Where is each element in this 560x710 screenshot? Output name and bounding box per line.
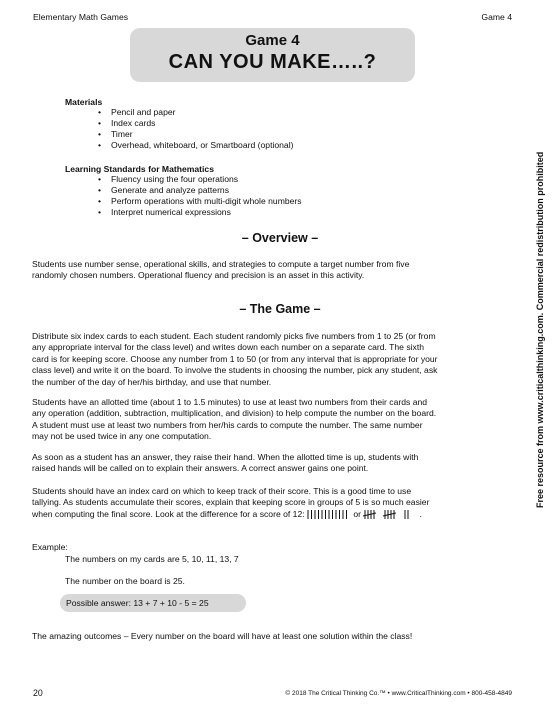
list-item: • Overhead, whiteboard, or Smartboard (optional)	[98, 140, 293, 151]
standards-list	[98, 174, 302, 218]
overview-heading: – Overview –	[241, 231, 319, 245]
copyright-side-note: Free resource from www.criticalthinking.com. Commercial redistribution prohibited	[535, 151, 545, 508]
overview-paragraph: Students use number sense, operational skills, and strategies to compute a target number from five randomly chosen numbers. Operational fluency and precision is an asset in this activity.	[32, 259, 410, 281]
tally-grouped-icon	[363, 510, 419, 519]
game-paragraph-1: Distribute six index cards to each student. Each student randomly picks five numbers from 1 to 25 (or from any appropriate interval for the class level) and writes down each number on a separate card. The sixth card is for keeping score. Choose any number from 1 to 50 (or from any interval that is appropriate for your class level) and write it on the board. To involve the students in choosing the number, pick any student, ask the number of the day of her/his birthday, and use that number.	[32, 331, 438, 387]
standards-heading: Learning Standards for Mathematics	[65, 164, 214, 174]
list-item: • Timer	[98, 129, 293, 140]
list-item: • Index cards	[98, 118, 293, 129]
game-paragraph-2: Students have an allotted time (about 1 to 1.5 minutes) to use at least two numbers from their cards and any operation (addition, subtraction, multiplication, and division) to help compute the number on the board. A student must use at least two numbers from her/his cards to compute the number. The same number may not be used twice in any one computation.	[32, 397, 437, 442]
game-paragraph-4: Students should have an index card on which to keep track of their score. This is a good time to use tallying. As students accumulate their scores, explain that keeping score in groups of 5 is so much easier when computing the final score. Look at the difference for a score of 12: or .	[32, 486, 430, 519]
list-item: • Generate and analyze patterns	[98, 185, 302, 196]
example-board: The number on the board is 25.	[65, 576, 185, 586]
game-number-title: Game 4	[245, 32, 300, 49]
page-number: 20	[33, 688, 43, 698]
materials-section	[65, 97, 293, 151]
example-cards: The numbers on my cards are 5, 10, 11, 13, 7	[65, 554, 239, 564]
game-name-title: CAN YOU MAKE…..?	[168, 51, 377, 73]
game-paragraph-3: As soon as a student has an answer, they raise their hand. When the allotted time is up, students with raised hands will be called on to explain their answers. A correct answer gains one point.	[32, 452, 419, 474]
header-right: Game 4	[481, 12, 512, 22]
example-label: Example:	[32, 542, 68, 552]
possible-answer-box: Possible answer: 13 + 7 + 10 - 5 = 25	[60, 594, 246, 612]
tally-twelve-lines-icon	[307, 510, 351, 519]
game-heading: – The Game –	[239, 302, 321, 316]
outcome-text: The amazing outcomes – Every number on the board will have at least one solution within the class!	[32, 631, 413, 641]
footer-copyright: © 2018 The Critical Thinking Co.™ • www.CriticalThinking.com • 800-458-4849	[285, 690, 512, 697]
list-item: • Pencil and paper	[98, 107, 293, 118]
materials-list	[98, 107, 293, 151]
standards-section	[65, 164, 302, 218]
header-left: Elementary Math Games	[33, 12, 129, 22]
materials-heading: Materials	[65, 97, 103, 107]
list-item: • Interpret numerical expressions	[98, 207, 302, 218]
list-item: • Fluency using the four operations	[98, 174, 302, 185]
list-item: • Perform operations with multi-digit whole numbers	[98, 196, 302, 207]
title-box	[130, 28, 415, 82]
